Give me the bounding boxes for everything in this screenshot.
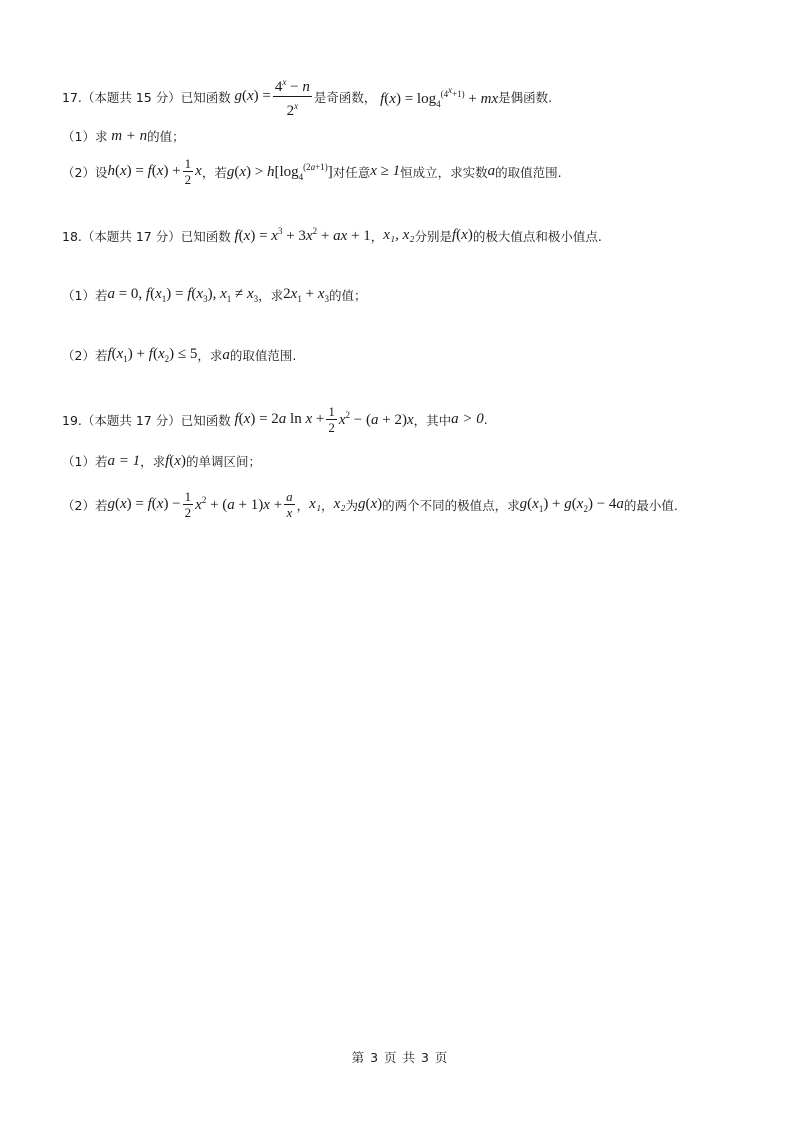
q19-half-fraction-2: $\frac{1}{2}$ bbox=[184, 489, 192, 520]
q18-f-def: $f(x) = x^3 + 3x^2$ + ax + 1 bbox=[234, 226, 371, 244]
q17-header: 17.（本题共 15 分）已知函数 bbox=[62, 89, 231, 105]
q17-p2-tail: 的取值范围. bbox=[495, 164, 562, 180]
q19-p2-mid1: ， bbox=[296, 497, 310, 513]
q17-p1-suffix: 的值； bbox=[147, 129, 185, 144]
q17-half-fraction: $\frac{1}{2}$ bbox=[184, 156, 192, 187]
q19-p2-mid3: 的两个不同的极值点，求 bbox=[382, 497, 520, 513]
q18-p2-ineq: $f(x_1) + f(x_2) \le 5$ bbox=[107, 346, 198, 364]
q19-part1 bbox=[62, 452, 261, 470]
q19-p1-fx: f(x) bbox=[165, 452, 186, 469]
q18-p2-end: 的取值范围. bbox=[229, 348, 297, 363]
q19-x1: x₁ bbox=[309, 496, 322, 512]
q17-p2-prefix: （2）设 bbox=[62, 164, 108, 180]
q19-statement: 19.（本题共 17 分）已知函数 f(x) = 2a ln x + $\frac{1}{2}$ $x^2 - (a + 2)x$ ，其中 a > 0 . bbox=[62, 404, 488, 435]
q19-p1-end: 的单调区间； bbox=[185, 454, 261, 469]
q19-sum-expr: $g(x_1) + g(x_2) - 4a$ bbox=[519, 495, 624, 514]
q17-f-def: $f(x) = \log_4^{(4^x+1)}$ + mx bbox=[380, 84, 499, 109]
q17-p2-mid: ，若 bbox=[201, 164, 227, 180]
q19-p2-mid2: 为 bbox=[345, 497, 358, 513]
q18-var-a: a bbox=[222, 346, 230, 363]
page-footer: 第 3 页 共 3 页 bbox=[351, 1050, 449, 1065]
q18-p2-mid: ，求 bbox=[197, 348, 223, 363]
q19-g-def: g(x) = f(x) − bbox=[107, 496, 181, 512]
q17-statement bbox=[62, 74, 552, 119]
q18-p1-end: 的值； bbox=[328, 288, 367, 303]
q17-h-def: h(x) = f(x) + bbox=[107, 163, 181, 179]
q18-part2 bbox=[62, 346, 296, 364]
q17-even-text: 是偶函数. bbox=[498, 89, 553, 105]
q18-mid: ， bbox=[370, 228, 384, 244]
q18-p2-prefix: （2）若 bbox=[62, 348, 108, 363]
q19-a-over-x: $\frac{a}{x}$ bbox=[286, 489, 293, 520]
q19-p1-prefix: （1）若 bbox=[62, 454, 108, 469]
q17-part1 bbox=[62, 127, 185, 145]
q19-part2: （2）若 g(x) = f(x) − $\frac{1}{2}$ $x^2 + (a + 1)x$ + $\frac{a}{x}$ ， x₁ ， x₂ 为 g(x) 的两个不同的极值点，求 $g(x_1) + g(x_2) - 4a$ 的最小值. bbox=[62, 489, 678, 520]
q17-p1-prefix: （1）求 bbox=[62, 129, 108, 144]
q17-ineq: $g(x) > h[\log_4^{(2a+1)}]$ bbox=[226, 161, 333, 182]
q18-part1 bbox=[62, 286, 367, 304]
q19-p1-mid: ，求 bbox=[140, 454, 166, 469]
q18-p1-expr: $2x_1 + x_3$ bbox=[283, 286, 329, 304]
q17-p2-end: 恒成立，求实数 bbox=[400, 164, 488, 180]
q17-m-plus-n: m + n bbox=[107, 127, 148, 144]
q19-p2-prefix: （2）若 bbox=[62, 497, 108, 513]
q17-g-def: g(x) = bbox=[234, 88, 271, 104]
q19-mid: ，其中 bbox=[413, 412, 452, 428]
q19-gx: g(x) bbox=[357, 496, 383, 512]
q17-var-a: a bbox=[487, 163, 496, 179]
q18-xs: x₁, x₂ bbox=[383, 227, 415, 243]
q19-cond: a > 0 bbox=[451, 411, 484, 427]
q19-f-def: f(x) = 2a ln x + bbox=[234, 411, 325, 427]
q17-part2: （2）设 h(x) = f(x) + $\frac{1}{2}$ x ，若 $g(x) > h[\log_4^{(2a+1)}]$ 对任意 x ≥ 1 恒成立，求实数 a 的取值范围. bbox=[62, 156, 562, 187]
q18-fx: f(x) bbox=[452, 227, 473, 243]
q18-end: 的极大值点和极小值点. bbox=[472, 228, 602, 244]
q19-comma: ， bbox=[321, 497, 334, 513]
q18-p1-prefix: （1）若 bbox=[62, 288, 108, 303]
q18-header: 18.（本题共 17 分）已知函数 bbox=[62, 228, 231, 244]
q17-g-fraction: $\frac{4^x - n}{2^x}$ bbox=[273, 74, 312, 119]
q19-header: 19.（本题共 17 分）已知函数 bbox=[62, 412, 231, 428]
q19-x2: x₂ bbox=[333, 496, 346, 512]
q17-cond: x ≥ 1 bbox=[370, 163, 401, 179]
q19-half-fraction: $\frac{1}{2}$ bbox=[328, 404, 335, 435]
q17-odd-text: 是奇函数， bbox=[313, 89, 377, 105]
q19-p1-cond: a = 1 bbox=[107, 452, 141, 469]
q18-split: 分别是 bbox=[414, 228, 452, 244]
q17-p2-suffix: 对任意 bbox=[332, 164, 371, 180]
q18-p1-cond: a = 0, $f(x_1) = f(x_3)$, $x_1 \ne x_3$ bbox=[107, 286, 259, 304]
q19-p2-end: 的最小值. bbox=[623, 497, 678, 513]
q18-statement bbox=[62, 226, 602, 245]
q18-p1-mid: ，求 bbox=[258, 288, 284, 303]
